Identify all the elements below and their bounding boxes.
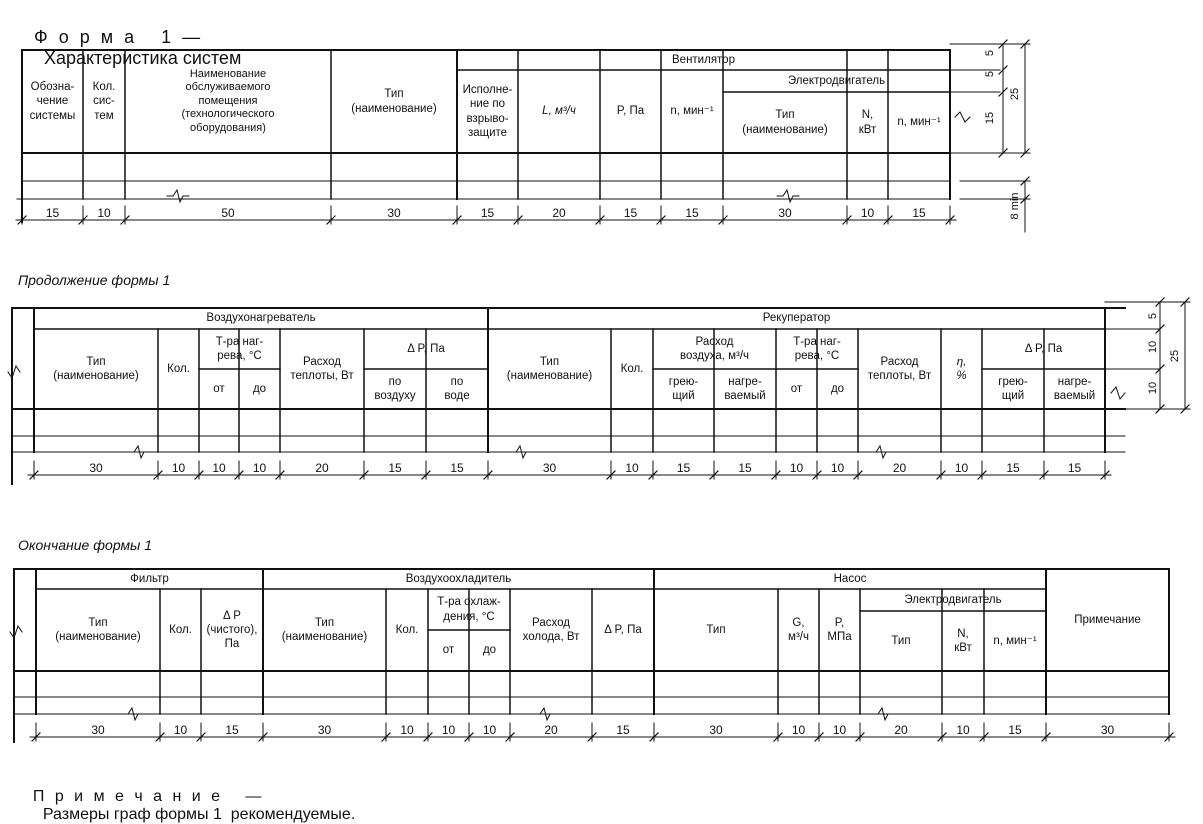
footnote-text: Размеры граф формы 1 рекомендуемые. <box>42 806 356 823</box>
width-dimension: 10 <box>860 206 875 220</box>
header-heater-dp-air: по воздуху <box>374 375 416 402</box>
width-dimension: 15 <box>225 723 239 737</box>
header-flow: L, м³/ч <box>542 105 576 118</box>
header-pump-g: G, м³/ч <box>788 616 809 643</box>
width-dimension: 15 <box>676 461 691 475</box>
header-group-ventilator: Вентилятор <box>672 53 735 66</box>
subtitle-ending: Окончание формы 1 <box>18 537 153 553</box>
width-dimension: 10 <box>171 461 186 475</box>
width-dimension: 10 <box>212 461 226 475</box>
width-dimension: 10 <box>954 461 969 475</box>
header-motor-type: Тип <box>891 634 911 647</box>
height-dimension: 10 <box>1147 340 1159 354</box>
header-group-recuperator: Рекуператор <box>762 312 831 325</box>
width-dimension: 10 <box>832 723 847 737</box>
width-dimension: 15 <box>738 461 752 475</box>
header-recup-eta: η, % <box>956 355 967 382</box>
width-dimension: 20 <box>894 723 908 737</box>
header-cooler-count: Кол. <box>395 623 419 636</box>
header-explosion: Исполне- ние по взрыво- защите <box>462 84 513 139</box>
header-group-filter: Фильтр <box>130 572 169 585</box>
header-type: Тип (наименование) <box>351 88 437 115</box>
header-cooler-dp: Δ P, Па <box>604 623 642 636</box>
width-dimension: 10 <box>97 206 111 220</box>
header-heater-dp-water: по воде <box>444 375 470 402</box>
height-dimension: 15 <box>984 111 996 125</box>
width-dimension: 10 <box>830 461 845 475</box>
header-cooler-temp: Т-ра охлаж- дения, °С <box>437 596 501 623</box>
height-dimension: 25 <box>1009 87 1021 101</box>
width-dimension: 15 <box>623 206 638 220</box>
width-dimension: 20 <box>552 206 566 220</box>
header-recup-flow: Расход воздуха, м³/ч <box>679 335 750 362</box>
width-dimension: 30 <box>89 461 103 475</box>
width-dimension: 30 <box>317 723 332 737</box>
form-title-prefix: Ф о р м а 1 — <box>34 27 204 47</box>
width-dimension: 15 <box>45 206 60 220</box>
header-cooler-temp-from: от <box>442 644 455 657</box>
header-heater-temp-to: до <box>252 382 267 395</box>
footnote-prefix: П р и м е ч а н и е — <box>32 788 265 805</box>
header-pressure: P, Па <box>616 105 645 118</box>
footnote <box>24 770 355 824</box>
width-dimension: 30 <box>1100 723 1115 737</box>
header-recup-temp-to: до <box>830 382 845 395</box>
header-recup-flow-heated: нагре- ваемый <box>724 375 766 402</box>
width-dimension: 10 <box>441 723 456 737</box>
width-dimension: 30 <box>542 461 557 475</box>
width-dimension: 10 <box>173 723 188 737</box>
width-dimension: 10 <box>400 723 414 737</box>
header-pump-p: P, МПа <box>827 616 852 643</box>
header-motor-power: N, кВт <box>858 109 877 136</box>
header-heater-heat: Расход теплоты, Вт <box>290 355 354 382</box>
height-dimension: 5 <box>1147 312 1159 320</box>
width-dimension: 10 <box>625 461 639 475</box>
header-recup-dp: Δ P, Па <box>1024 342 1063 355</box>
height-dimension: 5 <box>984 70 996 78</box>
header-recup-type: Тип (наименование) <box>506 355 593 382</box>
header-group-cooler: Воздухоохладитель <box>405 572 512 585</box>
width-dimension: 30 <box>387 206 401 220</box>
header-heater-temp-from: от <box>213 382 225 395</box>
width-dimension: 50 <box>221 206 235 220</box>
header-remark: Примечание <box>1074 613 1141 626</box>
width-dimension: 10 <box>252 461 267 475</box>
form-title-text: Характеристика систем <box>44 48 242 68</box>
header-cooler-cold: Расход холода, Вт <box>522 616 580 643</box>
header-group-motor: Электродвигатель <box>787 74 886 87</box>
header-cooler-temp-to: до <box>482 644 497 657</box>
header-recup-flow-heating: грею- щий <box>668 375 699 402</box>
subtitle-continuation: Продолжение формы 1 <box>18 272 171 288</box>
header-filter-dp: Δ P (чистого), Па <box>206 609 258 650</box>
header-motor-power: N, кВт <box>954 627 972 654</box>
header-group-pump: Насос <box>833 572 867 585</box>
width-dimension: 10 <box>482 723 497 737</box>
header-rpm: n, мин⁻¹ <box>670 105 714 118</box>
header-motor-type: Тип (наименование) <box>742 109 828 136</box>
width-dimension: 15 <box>1006 461 1020 475</box>
header-group-heater: Воздухонагреватель <box>206 312 316 325</box>
width-dimension: 10 <box>789 461 804 475</box>
height-dimension: 25 <box>1169 349 1181 363</box>
width-dimension: 20 <box>544 723 558 737</box>
width-dimension: 15 <box>480 206 495 220</box>
width-dimension: 10 <box>791 723 806 737</box>
height-dimension: 5 <box>984 49 996 57</box>
header-heater-count: Кол. <box>167 362 190 375</box>
header-recup-temp-from: от <box>790 382 803 395</box>
header-recup-count: Кол. <box>620 362 644 375</box>
header-filter-count: Кол. <box>169 623 192 636</box>
header-motor-rpm: n, мин⁻¹ <box>897 116 941 129</box>
header-heater-temp: Т-ра наг- рева, °С <box>215 335 264 362</box>
width-dimension: 30 <box>778 206 792 220</box>
height-dimension: 10 <box>1147 381 1159 395</box>
header-recup-heat: Расход теплоты, Вт <box>867 355 932 382</box>
header-recup-dp-heated: нагре- ваемый <box>1053 375 1096 402</box>
width-dimension: 15 <box>685 206 699 220</box>
header-room: Наименование обслуживаемого помещения (технологического оборудования) <box>181 67 275 134</box>
header-recup-dp-heating: грею- щий <box>998 375 1028 402</box>
header-heater-type: Тип (наименование) <box>53 355 139 382</box>
header-count: Кол. сис- тем <box>92 81 116 122</box>
header-designation: Обозна- чение системы <box>29 81 76 122</box>
header-recup-temp: Т-ра наг- рева, °С <box>793 335 841 362</box>
width-dimension: 15 <box>616 723 630 737</box>
header-filter-type: Тип (наименование) <box>55 616 141 643</box>
width-dimension: 10 <box>956 723 970 737</box>
width-dimension: 20 <box>315 461 329 475</box>
width-dimension: 15 <box>1067 461 1082 475</box>
header-motor-rpm: n, мин⁻¹ <box>993 634 1037 647</box>
width-dimension: 30 <box>709 723 723 737</box>
width-dimension: 15 <box>1008 723 1022 737</box>
width-dimension: 15 <box>912 206 926 220</box>
width-dimension: 30 <box>91 723 105 737</box>
header-group-motor: Электродвигатель <box>904 593 1002 606</box>
header-pump-type: Тип <box>706 623 726 636</box>
height-dimension: 8 min <box>1009 192 1021 220</box>
header-heater-dp: Δ P, Па <box>407 342 445 355</box>
width-dimension: 15 <box>388 461 402 475</box>
width-dimension: 20 <box>892 461 907 475</box>
header-cooler-type: Тип (наименование) <box>281 616 368 643</box>
width-dimension: 15 <box>450 461 464 475</box>
